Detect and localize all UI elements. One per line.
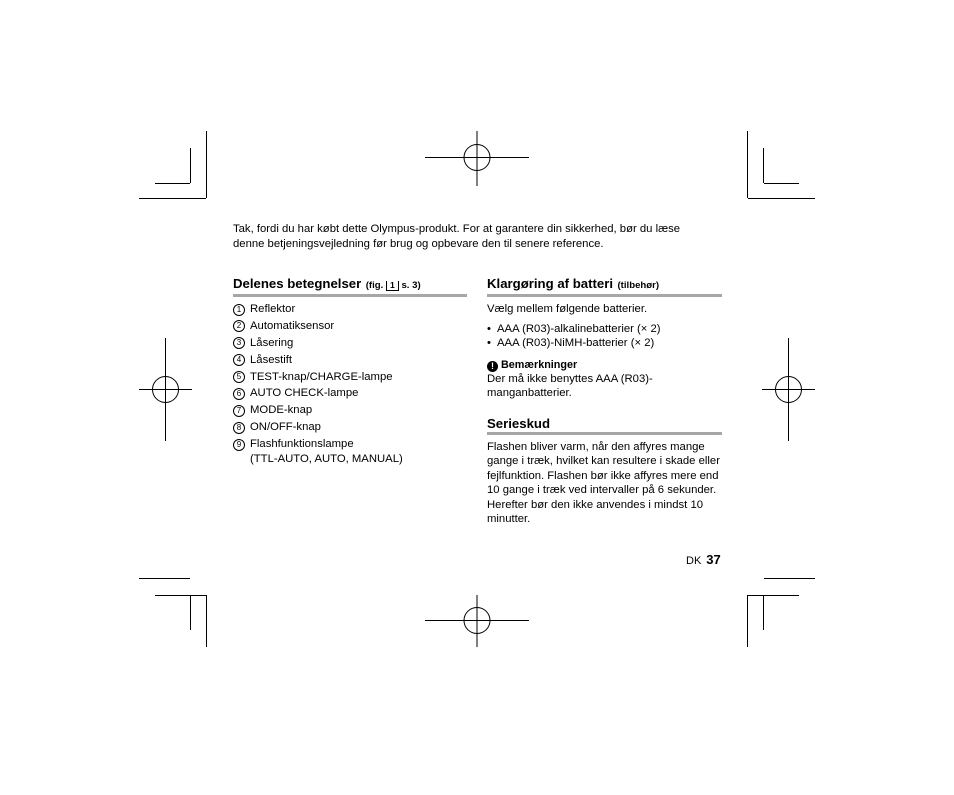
circled-number-icon: 3 — [233, 337, 245, 349]
circled-number-icon: 8 — [233, 422, 245, 434]
parts-heading — [233, 276, 467, 297]
part-label: Låsering — [250, 336, 294, 349]
list-item — [233, 336, 467, 351]
figure-number-box: 1 — [386, 281, 399, 291]
part-label: Reflektor — [250, 303, 296, 315]
battery-title: Klargøring af batteri — [487, 276, 614, 291]
list-item — [487, 336, 722, 351]
battery-intro: Vælg mellem følgende batterier. — [487, 303, 648, 315]
battery-option: AAA (R03)-NiMH-batterier (× 2) — [497, 337, 655, 349]
circled-number-icon: 5 — [233, 371, 245, 383]
figure-ref-prefix: (fig. — [365, 280, 384, 291]
serial-heading — [487, 416, 722, 435]
list-item — [487, 322, 722, 337]
part-label: TEST-knap/CHARGE-lampe — [250, 370, 393, 383]
battery-section — [487, 276, 722, 527]
figure-ref-suffix: s. 3) — [401, 280, 421, 291]
list-item — [233, 302, 467, 317]
note-text: Der må ikke benyttes AAA (R03)-manganbatterier. — [487, 372, 653, 399]
part-label: Flashfunktionslampe — [250, 438, 354, 451]
note-title: Bemærkninger — [501, 358, 578, 371]
part-label: AUTO CHECK-lampe — [250, 387, 359, 400]
list-item — [233, 403, 467, 418]
language-code: DK — [686, 555, 702, 567]
parts-list — [233, 302, 467, 467]
serial-text: Flashen bliver varm, når den affyres mange gange i træk, hvilket kan resultere i skade eller fejlfunktion. Flashen bør ikke affyres mere end 10 gange i træk ved intervaller på 6 sekunder. Herefter bør den ikke anvendes i mindst 10 minutter. — [487, 440, 720, 525]
list-item — [233, 420, 467, 435]
parts-title: Delenes betegnelser — [233, 276, 362, 291]
circled-number-icon: 7 — [233, 405, 245, 417]
battery-heading — [487, 276, 722, 297]
battery-options — [487, 322, 722, 351]
parts-section — [233, 276, 467, 469]
part-label: Låsestift — [250, 353, 293, 366]
parts-figure-ref — [366, 280, 421, 291]
circled-number-icon: 2 — [233, 320, 245, 332]
part-label: MODE-knap — [250, 404, 313, 417]
battery-option: AAA (R03)-alkalinebatterier (× 2) — [497, 322, 661, 335]
bullet-icon: • — [487, 337, 491, 349]
bullet-icon: • — [487, 322, 491, 335]
intro-text: Tak, fordi du har købt dette Olympus-produkt. For at garantere din sikkerhed, bør du læse denne betjeningsvejledning før brug og opbevare den til senere reference. — [233, 223, 681, 250]
serial-section — [487, 416, 722, 527]
circled-number-icon: 6 — [233, 388, 245, 400]
list-item — [233, 319, 467, 334]
circled-number-icon: 1 — [233, 304, 245, 316]
note-heading — [487, 358, 722, 372]
part-label: Automatiksensor — [250, 319, 335, 332]
page-footer — [686, 551, 721, 569]
list-item — [233, 437, 467, 466]
exclamation-icon: ! — [487, 361, 498, 372]
serial-title: Serieskud — [487, 415, 551, 431]
part-label-detail: (TTL-AUTO, AUTO, MANUAL) — [250, 452, 403, 465]
circled-number-icon: 9 — [233, 439, 245, 451]
list-item — [233, 353, 467, 368]
list-item — [233, 386, 467, 401]
part-label: ON/OFF-knap — [250, 421, 321, 434]
battery-subtitle: (tilbehør) — [617, 280, 660, 291]
list-item — [233, 370, 467, 385]
circled-number-icon: 4 — [233, 354, 245, 366]
page-number: 37 — [706, 552, 721, 567]
